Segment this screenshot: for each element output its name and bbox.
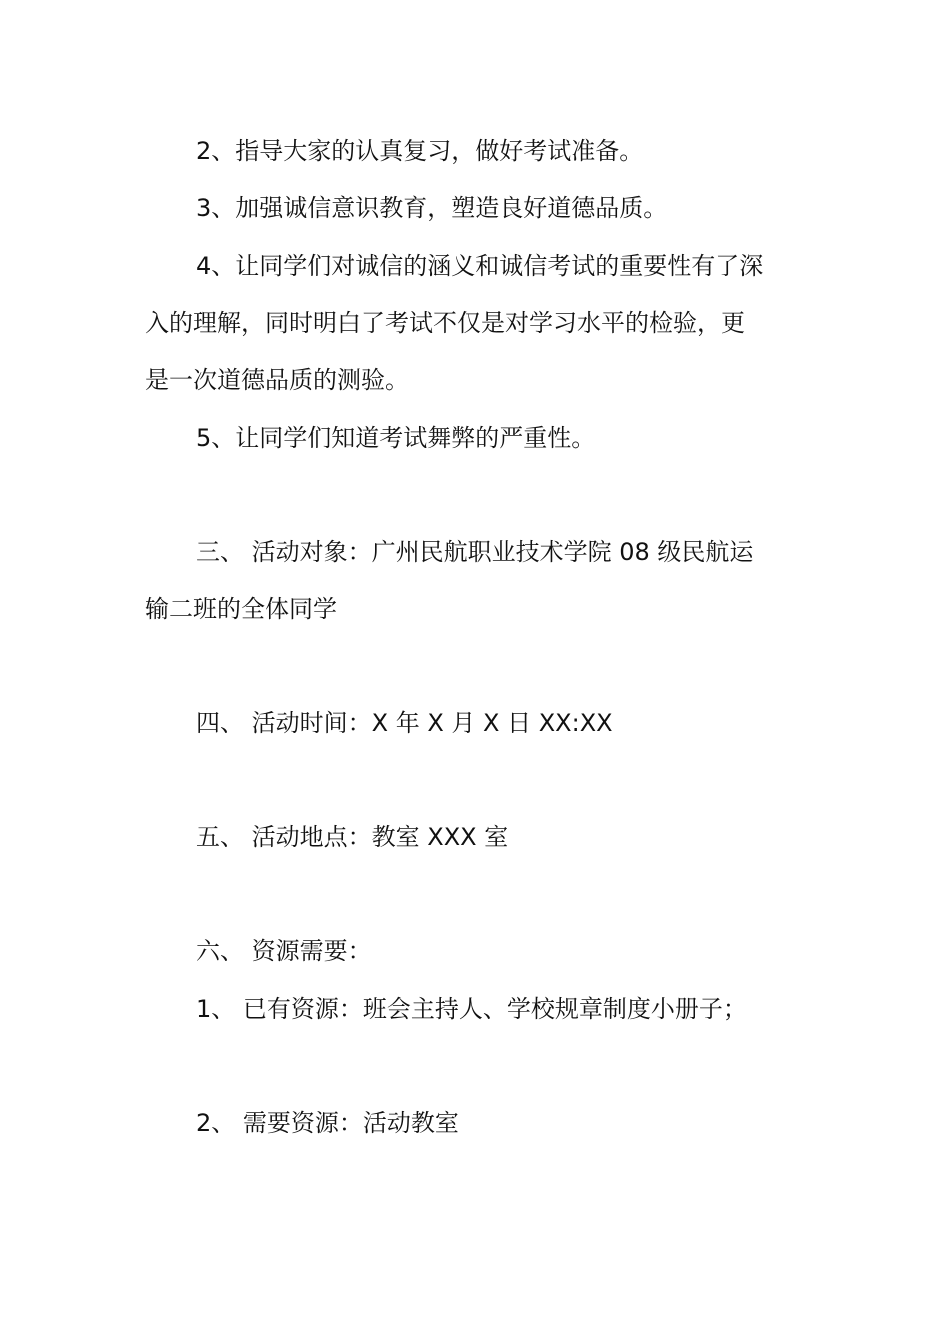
goal-item-4-line-2: 入的理解，同时明白了考试不仅是对学习水平的检验，更 [145, 309, 745, 337]
goal-item-3: 3、加强诚信意识教育，塑造良好道德品质。 [196, 194, 668, 222]
goal-item-5: 5、让同学们知道考试舞弊的严重性。 [196, 424, 596, 452]
resource-item-1: 1、 已有资源：班会主持人、学校规章制度小册子； [196, 995, 747, 1023]
goal-item-4-line-3: 是一次道德品质的测验。 [145, 366, 409, 394]
resource-item-2: 2、 需要资源：活动教室 [196, 1109, 459, 1137]
section-4-heading: 四、 活动时间：X 年 X 月 X 日 XX:XX [196, 709, 613, 737]
goal-item-4-line-1: 4、让同学们对诚信的涵义和诚信考试的重要性有了深 [196, 252, 764, 280]
goal-item-2: 2、指导大家的认真复习，做好考试准备。 [196, 137, 644, 165]
section-3-heading: 三、 活动对象：广州民航职业技术学院 08 级民航运 [196, 538, 754, 566]
section-3-continuation: 输二班的全体同学 [145, 595, 337, 623]
section-6-heading: 六、 资源需要： [196, 937, 372, 965]
section-5-heading: 五、 活动地点：教室 XXX 室 [196, 823, 509, 851]
